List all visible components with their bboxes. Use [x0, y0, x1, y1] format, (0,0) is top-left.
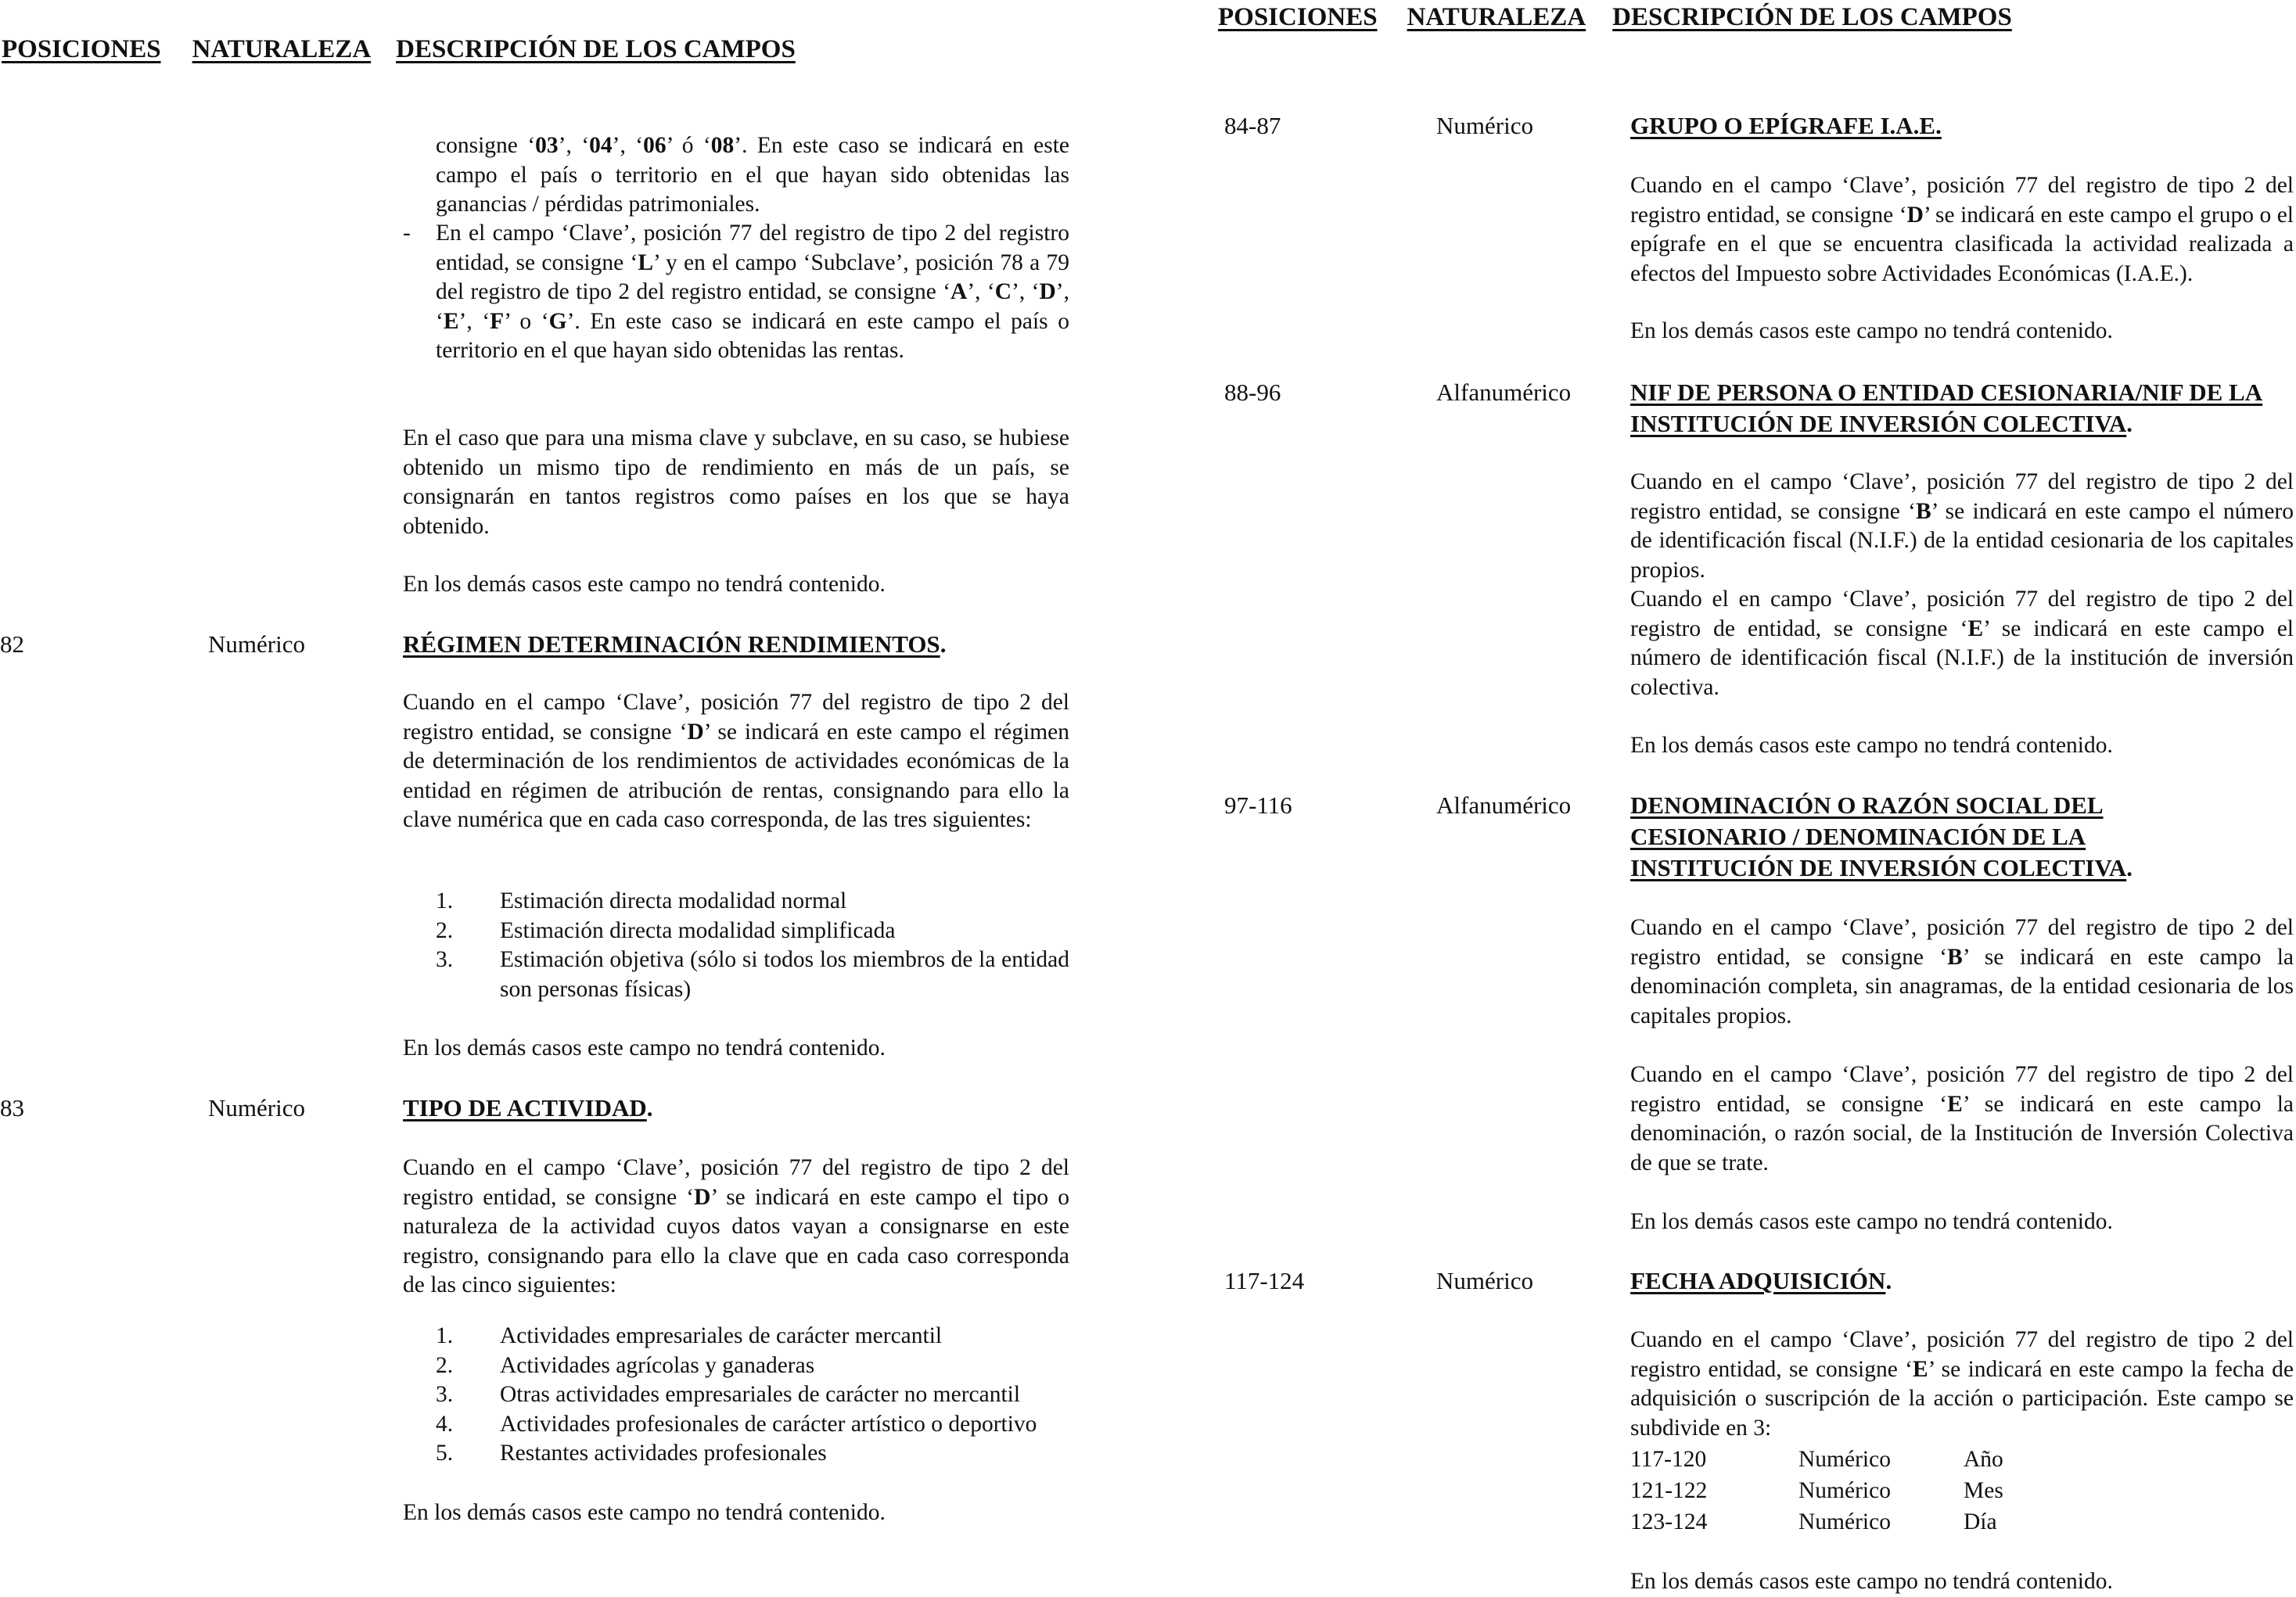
subfield-nature: Numérico	[1798, 1478, 1891, 1503]
field-description-2: Cuando el en campo ‘Clave’, posición 77 del registro de tipo 2 del registro de entidad, se consigne ‘E’ se indicará en este campo el número de identificación fiscal (N.I.F.) de la institución de inversión colectiva.	[1630, 587, 2294, 700]
field-title-text: FECHA ADQUISICIÓN	[1630, 1267, 1886, 1294]
continued-paragraph: consigne ‘03’, ‘04’, ‘06’ ó ‘08’. En este caso se indicará en este campo el país o territorio en el que hayan sido obtenidas las ganancias / pérdidas patrimoniales.	[436, 133, 1069, 217]
list-item	[436, 1351, 1069, 1381]
bold-code: E	[1967, 615, 1984, 641]
field-title-text: RÉGIMEN DETERMINACIÓN RENDIMIENTOS	[403, 630, 940, 658]
bold-code: D	[687, 719, 704, 745]
list-item-text: Estimación directa modalidad normal	[500, 888, 847, 913]
list-item-number: 3.	[436, 947, 454, 972]
field-nature: Numérico	[1436, 112, 1533, 139]
field-position: 82	[0, 630, 24, 658]
subfield-row	[1630, 1506, 1997, 1538]
field-position: 84-87	[1224, 112, 1281, 139]
subfield-row	[1630, 1475, 2003, 1506]
field-title: NIF DE PERSONA O ENTIDAD CESIONARIA/NIF DE LA INSTITUCIÓN DE INVERSIÓN COLECTIVA.	[1630, 379, 2263, 437]
list-item-number: 5.	[436, 1441, 454, 1466]
subfield-description: Día	[1964, 1509, 1997, 1534]
field-title-text: NIF DE PERSONA O ENTIDAD CESIONARIA/NIF DE LA INSTITUCIÓN DE INVERSIÓN COLECTIVA	[1630, 379, 2263, 437]
other-cases-note: En los demás casos este campo no tendrá contenido.	[403, 572, 886, 597]
list-item-number: 2.	[436, 917, 454, 943]
bold-code: F	[490, 308, 505, 334]
list-item-text: Actividades empresariales de carácter mercantil	[500, 1323, 943, 1348]
header-positions: POSICIONES	[1218, 3, 1378, 31]
field-position: 88-96	[1224, 379, 1281, 406]
field-position: 83	[0, 1094, 24, 1121]
field-description: Cuando en el campo ‘Clave’, posición 77 del registro de tipo 2 del registro entidad, se consigne ‘B’ se indicará en este campo la denominación completa, sin anagramas, de la entidad cesionaria de los capitales propios.	[1630, 915, 2294, 1028]
list-item	[436, 1410, 1069, 1440]
field-nature: Alfanumérico	[1436, 791, 1572, 819]
bold-code: 08	[710, 133, 735, 158]
list-item-number: 4.	[436, 1411, 454, 1437]
field-nature: Numérico	[208, 630, 305, 658]
field-position: 97-116	[1224, 791, 1292, 819]
field-title	[1630, 110, 2294, 142]
list-item-text: Actividades profesionales de carácter artístico o deportivo	[500, 1411, 1037, 1437]
subfield-position: 121-122	[1630, 1478, 1708, 1503]
field-title: RÉGIMEN DETERMINACIÓN RENDIMIENTOS.	[403, 630, 947, 658]
field-nature: Numérico	[208, 1094, 305, 1121]
bold-code: D	[1039, 279, 1056, 304]
bold-code: E	[1912, 1356, 1928, 1382]
field-description: Cuando en el campo ‘Clave’, posición 77 del registro de tipo 2 del registro entidad, se consigne ‘D’ se indicará en este campo el régimen de determinación de los rendimientos de actividades económicas de la entidad en régimen de atribución de rentas, consignando para ello la clave numérica que en cada caso corresponda, de las tres siguientes:	[403, 690, 1069, 832]
list-dash: -	[403, 221, 411, 246]
regime-options-list	[436, 887, 1069, 1004]
continued-list-item: En el campo ‘Clave’, posición 77 del registro de tipo 2 del registro entidad, se consigne ‘L’ y en el campo ‘Subclave’, posición 78 a 79 del registro de tipo 2 del registro entidad, se consigne ‘A’, ‘C’, ‘D’, ‘E’, ‘F’ o ‘G’. En este caso se indicará en este campo el país o territorio en el que hayan sido obtenidas las rentas.	[436, 221, 1069, 363]
list-item	[436, 1439, 1069, 1469]
list-item-text: Estimación objetiva (sólo si todos los miembros de la entidad son personas físicas)	[500, 947, 1069, 1002]
activity-types-list	[436, 1322, 1069, 1469]
list-item-text: Restantes actividades profesionales	[500, 1441, 827, 1466]
list-item	[436, 917, 1069, 946]
field-title-text: DENOMINACIÓN O RAZÓN SOCIAL DEL CESIONARIO / DENOMINACIÓN DE LA INSTITUCIÓN DE INVERSIÓN COLECTIVA	[1630, 791, 2127, 881]
bold-code: C	[994, 279, 1012, 304]
bold-code: B	[1947, 944, 1963, 970]
list-item-text: Actividades agrícolas y ganaderas	[500, 1352, 815, 1378]
other-cases-note: En los demás casos este campo no tendrá contenido.	[1630, 1209, 2113, 1234]
header-nature: NATURALEZA	[1407, 3, 1586, 31]
list-item-text: Otras actividades empresariales de carácter no mercantil	[500, 1382, 1021, 1407]
list-item	[436, 1322, 1069, 1351]
field-title: TIPO DE ACTIVIDAD.	[403, 1094, 653, 1121]
field-description-2: Cuando en el campo ‘Clave’, posición 77 del registro de tipo 2 del registro entidad, se consigne ‘E’ se indicará en este campo la denominación, o razón social, de la Institución de Inversión Colectiva de que se trate.	[1630, 1062, 2294, 1175]
field-title: DENOMINACIÓN O RAZÓN SOCIAL DEL CESIONARIO / DENOMINACIÓN DE LA INSTITUCIÓN DE INVERSIÓN COLECTIVA.	[1630, 791, 2133, 881]
header-nature: NATURALEZA	[192, 35, 372, 63]
list-item	[436, 887, 1069, 917]
field-description: Cuando en el campo ‘Clave’, posición 77 del registro de tipo 2 del registro entidad, se consigne ‘B’ se indicará en este campo el número de identificación fiscal (N.I.F.) de la entidad cesionaria de los capitales propios.	[1630, 469, 2294, 583]
field-description: Cuando en el campo ‘Clave’, posición 77 del registro de tipo 2 del registro entidad, se consigne ‘E’ se indicará en este campo la fecha de adquisición o suscripción de la acción o participación. Este campo se subdivide en 3:	[1630, 1327, 2294, 1441]
subfield-nature: Numérico	[1798, 1509, 1891, 1534]
header-description: DESCRIPCIÓN DE LOS CAMPOS	[396, 35, 796, 63]
other-cases-note: En los demás casos este campo no tendrá contenido.	[403, 1500, 886, 1525]
bold-code: 06	[643, 133, 667, 158]
bold-code: E	[1947, 1091, 1963, 1117]
other-cases-note: En los demás casos este campo no tendrá contenido.	[1630, 318, 2113, 343]
list-item-number: 3.	[436, 1382, 454, 1407]
field-description: Cuando en el campo ‘Clave’, posición 77 del registro de tipo 2 del registro entidad, se consigne ‘D’ se indicará en este campo el tipo o naturaleza de la actividad cuyos datos vayan a consignarse en este registro, consignando para ello la clave que en cada caso corresponda de las cinco siguientes:	[403, 1155, 1069, 1297]
subfield-position: 123-124	[1630, 1509, 1708, 1534]
column-header-left	[2, 34, 796, 65]
bold-code: L	[638, 249, 654, 275]
bold-code: 04	[589, 133, 613, 158]
bold-code: B	[1915, 498, 1931, 524]
bold-code: A	[950, 279, 968, 304]
field-title: FECHA ADQUISICIÓN.	[1630, 1267, 1892, 1294]
list-item	[436, 1380, 1069, 1410]
column-header-right	[1218, 2, 2012, 33]
subfield-nature: Numérico	[1798, 1447, 1891, 1472]
field-title-text: GRUPO O EPÍGRAFE I.A.E.	[1630, 112, 1942, 139]
multi-country-note: En el caso que para una misma clave y subclave, en su caso, se hubiese obtenido un mismo tipo de rendimiento en más de un país, se consignarán en tantos registros como países en los que se haya obtenido.	[403, 425, 1069, 539]
bold-code: 03	[535, 133, 559, 158]
bold-code: D	[1906, 202, 1924, 228]
bold-code: E	[443, 308, 459, 334]
list-item-number: 1.	[436, 888, 454, 913]
bold-code: D	[694, 1184, 711, 1210]
subfield-description: Año	[1964, 1447, 2003, 1472]
header-description: DESCRIPCIÓN DE LOS CAMPOS	[1612, 3, 2012, 31]
field-title-text: TIPO DE ACTIVIDAD	[403, 1094, 647, 1121]
field-description: Cuando en el campo ‘Clave’, posición 77 del registro de tipo 2 del registro entidad, se consigne ‘D’ se indicará en este campo el grupo o el epígrafe en el que se encuentra clasificada la actividad realizada a efectos del Impuesto sobre Actividades Económicas (I.A.E.).	[1630, 173, 2294, 286]
list-item	[436, 946, 1069, 1004]
other-cases-note: En los demás casos este campo no tendrá contenido.	[1630, 1569, 2113, 1594]
subfield-row	[1630, 1444, 2003, 1475]
list-item-text: Estimación directa modalidad simplificada	[500, 917, 896, 943]
subfield-description: Mes	[1964, 1478, 2003, 1503]
header-positions: POSICIONES	[2, 35, 161, 63]
other-cases-note: En los demás casos este campo no tendrá contenido.	[1630, 733, 2113, 758]
field-nature: Numérico	[1436, 1267, 1533, 1294]
bold-code: G	[548, 308, 567, 334]
list-item-number: 2.	[436, 1352, 454, 1378]
list-item-number: 1.	[436, 1323, 454, 1348]
field-nature: Alfanumérico	[1436, 379, 1572, 406]
other-cases-note: En los demás casos este campo no tendrá contenido.	[403, 1035, 886, 1060]
subfield-position: 117-120	[1630, 1447, 1707, 1472]
field-position: 117-124	[1224, 1267, 1305, 1294]
